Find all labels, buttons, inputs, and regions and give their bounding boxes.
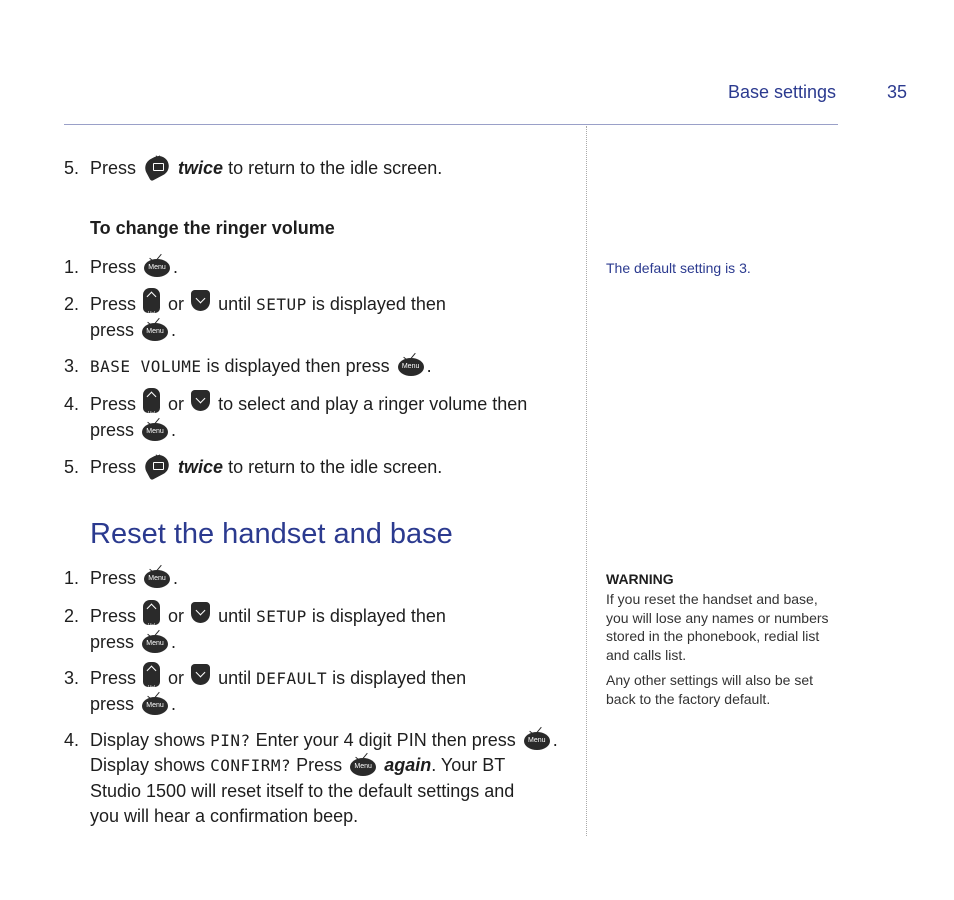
page-number: 35: [887, 82, 908, 102]
down-icon: [191, 390, 211, 412]
menu-icon: Menu: [349, 752, 377, 776]
lcd-text: CONFIRM?: [210, 756, 292, 776]
step-text: Studio 1500 will reset itself to the default settings and: [90, 780, 515, 801]
step-number: 4.: [64, 394, 80, 414]
up-volume-icon: Vol: [143, 388, 161, 414]
step-text: Press: [90, 394, 137, 414]
step-text: .: [171, 632, 177, 653]
ringer-step-5: [64, 454, 442, 482]
step-number: 3.: [64, 356, 80, 376]
step-text: Press: [296, 755, 343, 776]
end-call-icon: [143, 449, 171, 477]
menu-icon: Menu: [143, 564, 171, 588]
step-text: Press: [90, 257, 137, 277]
step-text: or: [168, 668, 185, 688]
emphasis-twice: twice: [178, 456, 224, 477]
step-text: .: [173, 257, 179, 277]
step-text: Press: [90, 668, 137, 688]
lcd-text: DEFAULT: [256, 669, 328, 688]
down-icon: [191, 602, 211, 624]
step-text: Press: [90, 568, 137, 588]
menu-icon: Menu: [141, 417, 169, 441]
step-text: Press: [90, 157, 137, 178]
lcd-text: SETUP: [256, 607, 307, 626]
end-call-icon: [143, 150, 171, 178]
section-heading-ringer: To change the ringer volume: [90, 218, 335, 238]
up-volume-icon: Vol: [143, 288, 161, 314]
lcd-text: SETUP: [256, 295, 307, 314]
step-text: Press: [90, 456, 137, 477]
step-text: press: [90, 694, 135, 715]
step-text: until: [218, 668, 252, 688]
step-text: . Your BT: [431, 755, 506, 776]
menu-icon: Menu: [141, 317, 169, 341]
menu-icon: Menu: [141, 691, 169, 715]
step-text: is displayed then press: [206, 356, 390, 376]
step-text: .: [426, 356, 432, 376]
menu-icon: Menu: [523, 726, 551, 750]
step-text: or: [168, 606, 185, 626]
step-text: is displayed then: [332, 668, 467, 688]
ringer-step-4: [64, 392, 527, 444]
step-text: .: [171, 694, 177, 715]
step-text: until: [218, 606, 252, 626]
step-number: 2.: [64, 606, 80, 626]
step-text: press: [90, 420, 135, 441]
menu-icon: Menu: [143, 253, 171, 277]
step-text: Press: [90, 606, 137, 626]
ringer-step-3: [64, 354, 432, 379]
warning-text: If you reset the handset and base, you will lose any names or numbers stored in the phonebook, redial list and calls list.: [606, 591, 829, 663]
step-text: to return to the idle screen.: [228, 157, 443, 178]
step-text: .: [171, 420, 177, 441]
step-text: Enter your 4 digit PIN then press: [255, 730, 516, 750]
up-volume-icon: Vol: [143, 662, 161, 688]
default-setting-note: The default setting is 3.: [606, 260, 751, 276]
step-number: 5.: [64, 157, 80, 178]
step-text: press: [90, 632, 135, 653]
step-number: 2.: [64, 294, 80, 314]
step-text: is displayed then: [311, 606, 446, 626]
step-number: 5.: [64, 456, 80, 477]
down-icon: [191, 664, 211, 686]
step-number: 3.: [64, 668, 80, 688]
section-title-reset: Reset the handset and base: [90, 518, 453, 550]
column-divider: [586, 126, 587, 836]
warning-heading: WARNING: [606, 571, 674, 587]
lcd-text: PIN?: [210, 731, 251, 750]
step-number: 4.: [64, 730, 80, 750]
reset-step-4: [64, 728, 558, 829]
down-icon: [191, 290, 211, 312]
up-volume-icon: Vol: [143, 600, 161, 626]
step-text: you will hear a confirmation beep.: [90, 805, 359, 826]
running-header-section: Base settings: [728, 82, 837, 102]
step-text: Display shows: [90, 730, 206, 750]
reset-step-1: [64, 566, 178, 591]
reset-step-3: [64, 666, 466, 718]
lcd-text: BASE VOLUME: [90, 357, 202, 376]
step-text: until: [218, 294, 252, 314]
reset-step-2: [64, 604, 446, 656]
step-text: .: [173, 568, 179, 588]
ringer-step-2: [64, 292, 446, 344]
step-text: to return to the idle screen.: [228, 456, 443, 477]
step-text: Display shows: [90, 755, 206, 776]
step-text: .: [552, 730, 558, 750]
warning-other-text: Any other settings will also be set back to the factory default.: [606, 672, 813, 707]
header-rule: [64, 124, 838, 125]
step-number: 1.: [64, 257, 80, 277]
menu-icon: Menu: [141, 629, 169, 653]
menu-icon: Menu: [397, 352, 425, 376]
step-text: Press: [90, 294, 137, 314]
step-text: or: [168, 294, 185, 314]
step-text: or: [168, 394, 185, 414]
step-return-idle-top: [64, 155, 442, 183]
ringer-step-1: [64, 255, 178, 280]
step-text: .: [171, 320, 177, 341]
step-text: press: [90, 320, 135, 341]
step-text: is displayed then: [311, 294, 446, 314]
emphasis-twice: twice: [178, 157, 224, 178]
step-text: to select and play a ringer volume then: [218, 394, 528, 414]
step-number: 1.: [64, 568, 80, 588]
emphasis-again: again: [384, 755, 432, 776]
